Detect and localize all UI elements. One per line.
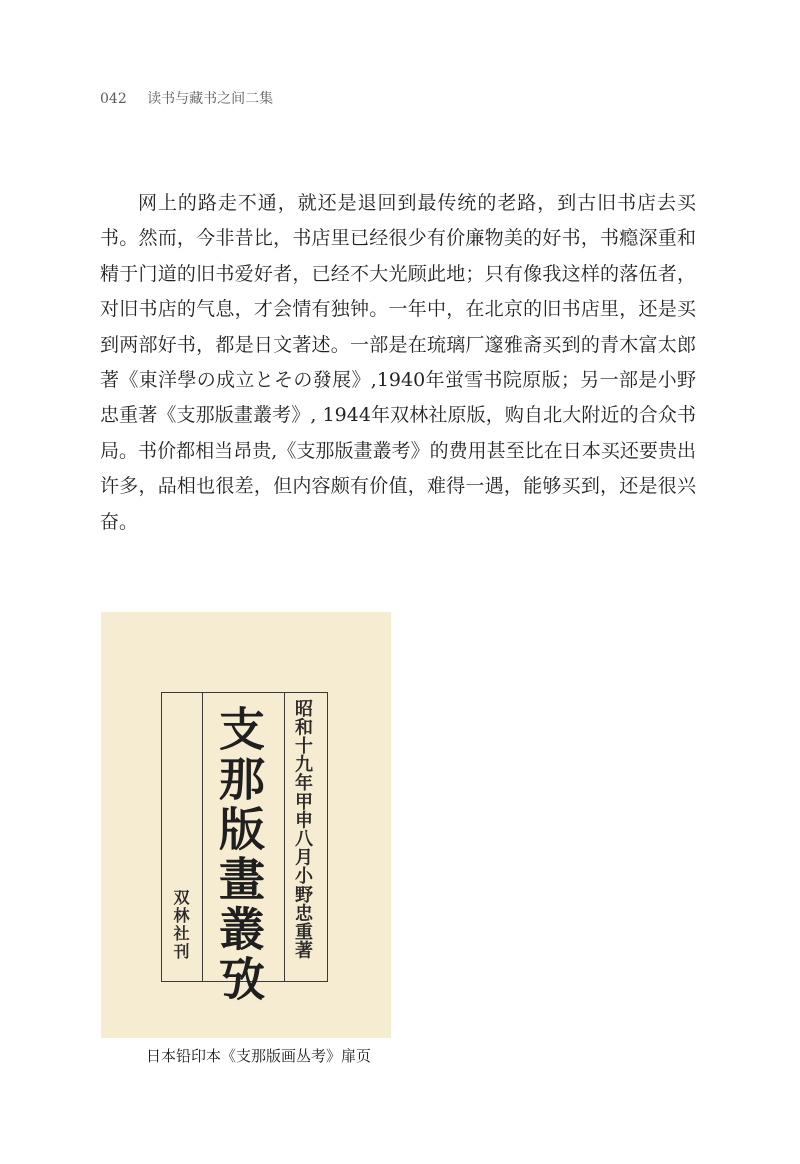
frame-divider-right: [284, 693, 285, 981]
author-line: 昭和十九年甲申八月小野忠重著: [292, 699, 313, 960]
page-number: 042: [100, 91, 127, 107]
running-header: [100, 88, 273, 108]
book-title: 读书与藏书之间二集: [147, 91, 274, 107]
title-page-image: [101, 612, 391, 1038]
book-title-vertical: 支那版畫叢攷: [212, 705, 266, 1005]
publisher-line: 双林社刊: [171, 889, 190, 961]
frame-divider-left: [202, 693, 203, 981]
figure-caption: 日本铅印本《支那版画丛考》扉页: [146, 1047, 372, 1065]
title-page-frame: [161, 692, 328, 1005]
body-paragraph: 网上的路走不通，就还是退回到最传统的老路，到古旧书店去买书。然而，今非昔比，书店里已经很少有价廉物美的好书，书瘾深重和精于门道的旧书爱好者，已经不大光顾此地；只有像我这样的落伍者，对旧书店的气息，才会情有独钟。一年中，在北京的旧书店里，还是买到两部好书，都是日文著述。一部是在琉璃厂邃雅斋买到的青木富太郎著《東洋學の成立とその發展》,1940年蛍雪书院原版；另一部是小野忠重著《支那版畫叢考》, 1944年双林社原版，购自北大附近的合众书局。书价都相当昂贵,《支那版畫叢考》的费用甚至比在日本买还要贵出许多，品相也很差，但内容颇有价值，难得一遇，能够买到，还是很兴奋。: [100, 192, 696, 533]
